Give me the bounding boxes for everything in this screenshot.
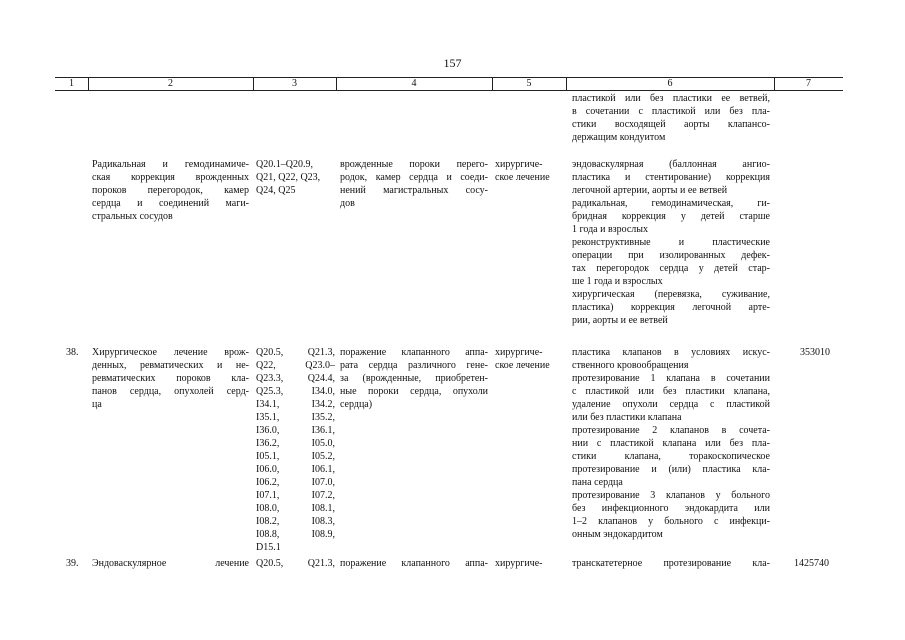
- row-39-cost: 1425740: [794, 558, 829, 569]
- header-bottom-rule: [55, 90, 843, 91]
- header-col-1: 1: [69, 78, 74, 89]
- header-col-4: 4: [411, 78, 417, 89]
- row-39-treatment-type: хирургиче-: [495, 558, 543, 569]
- row-39-icd-codes: Q20.5, Q21.3,: [256, 558, 335, 569]
- header-col-6: 6: [667, 78, 673, 89]
- header-col-3: 3: [292, 78, 297, 89]
- header-col-5: 5: [526, 78, 532, 89]
- row-a-methods: эндоваскулярная (баллонная ангио- пластика и стентирование) коррекция легочной артерии, аорты и ее ветвей радикальная, гемодинамическая, ги- бридная коррекция у детей старше 1 года и взрослых реконструктивные и пластические операции при изолированных дефек- тах перегородок сердца у детей стар- ше 1 года и взрослых хирургическая (перевязка, суживание, пластика) коррекция легочной арте- рии, аорты и ее ветвей: [572, 159, 770, 326]
- row-39-diagnosis: поражение клапанного аппа-: [340, 558, 488, 569]
- row-38-icd-codes: Q20.5, Q21.3, Q22, Q23.0– Q23.3, Q24.4, Q25.3, I34.0, I34.1, I34.2, I35.1, I35.2, I36.0, I36.1, I36.2, I05.0, I05.1, I05.2, I06.0, I06.1, I06.2, I07.0, I07.1, I07.2, I08.0, I08.1, I08.2, I08.3, I08.8, I08.9, D15.1: [256, 347, 335, 553]
- row-a-diagnosis: врожденные пороки перего- родок, камер сердца и соеди- нений магистральных сосу- дов: [340, 159, 488, 209]
- row-a-icd-codes: Q20.1–Q20.9, Q21, Q22, Q23, Q24, Q25: [256, 159, 321, 196]
- row-a-treatment-type: хирургиче- ское лечение: [495, 159, 550, 183]
- continuation-methods: пластикой или без пластики ее ветвей, в сочетании с пластикой или без пла- стики восходящей аорты клапансо- держащим кондуитом: [572, 93, 770, 143]
- row-38-number: 38.: [66, 347, 79, 358]
- header-col-7: 7: [806, 78, 811, 89]
- row-39-condition-group: Эндоваскулярное лечение: [92, 558, 249, 569]
- row-a-condition-group: Радикальная и гемодинамиче- ская коррекция врожденных пороков перегородок, камер сердца и соединений маги- стральных сосудов: [92, 159, 249, 222]
- row-38-diagnosis: поражение клапанного аппа- рата сердца различного гене- за (врожденные, приобретен- ные пороки сердца, опухоли сердца): [340, 347, 488, 410]
- row-38-cost: 353010: [800, 347, 830, 358]
- header-col-2: 2: [168, 78, 173, 89]
- row-38-condition-group: Хирургическое лечение врож- денных, ревматических и не- ревматических пороков кла- панов сердца, опухолей серд- ца: [92, 347, 249, 410]
- row-38-treatment-type: хирургиче- ское лечение: [495, 347, 550, 371]
- row-39-number: 39.: [66, 558, 79, 569]
- row-39-methods: транскатетерное протезирование кла-: [572, 558, 770, 569]
- row-38-methods: пластика клапанов в условиях искус- ственного кровообращения протезирование 1 клапана в сочетании с пластикой или без пластики клапана, удаление опухоли сердца с пластикой или без пластики клапана протезирование 2 клапанов в сочета- нии с пластикой клапана или без пла- стики клапана, торакоскопическое протезирование и (или) пластика кла- пана сердца протезирование 3 клапанов у больного без инфекционного эндокардита или 1–2 клапанов у больного с инфекци- онным эндокардитом: [572, 347, 770, 540]
- page-number: 157: [443, 56, 462, 70]
